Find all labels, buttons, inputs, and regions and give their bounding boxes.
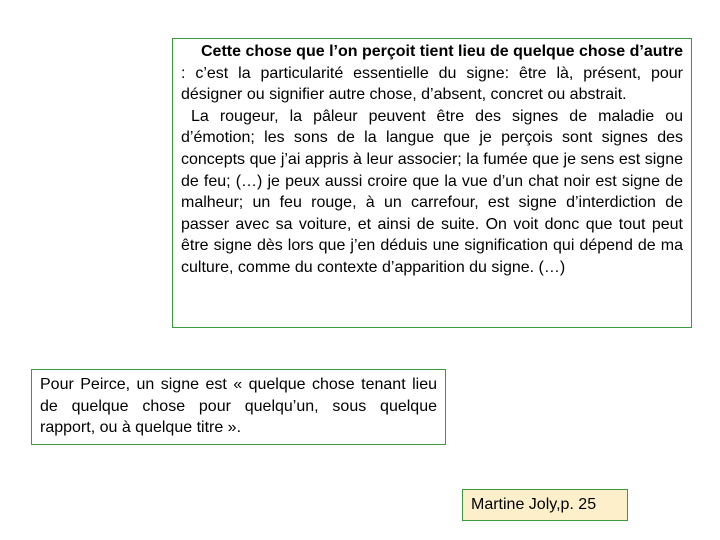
- quote-paragraph-1: [181, 41, 683, 106]
- quote-lead-bold: Cette chose que l’on perçoit tient lieu de quelque chose d’autre: [201, 43, 683, 60]
- peirce-definition-text: Pour Peirce, un signe est « quelque chose tenant lieu de quelque chose pour quelqu’un, sous quelque rapport, ou à quelque titre ».: [40, 376, 437, 437]
- quote-box: [172, 38, 692, 328]
- peirce-definition-box: [31, 369, 446, 445]
- quote-paragraph-2: La rougeur, la pâleur peuvent être des signes de maladie ou d’émotion; les sons de la langue que je perçois sont signes des concepts que j’ai appris à leur associer; la fumée que je sens est signe de feu; (…) je peux aussi croire que la vue d’un chat noir est signe de malheur; un feu rouge, à un carrefour, est signe d’interdiction de passer avec sa voiture, et ainsi de suite. On voit donc que tout peut être signe dès lors que j’en déduis une signification qui dépend de ma culture, comme du contexte d’apparition du signe. (…): [181, 107, 683, 276]
- quote-lead-rest: : c’est la particularité essentielle du signe: être là, présent, pour désigner ou signifier autre chose, d’absent, concret ou abstrait.: [181, 64, 683, 104]
- source-citation: Martine Joly,p. 25: [462, 489, 628, 521]
